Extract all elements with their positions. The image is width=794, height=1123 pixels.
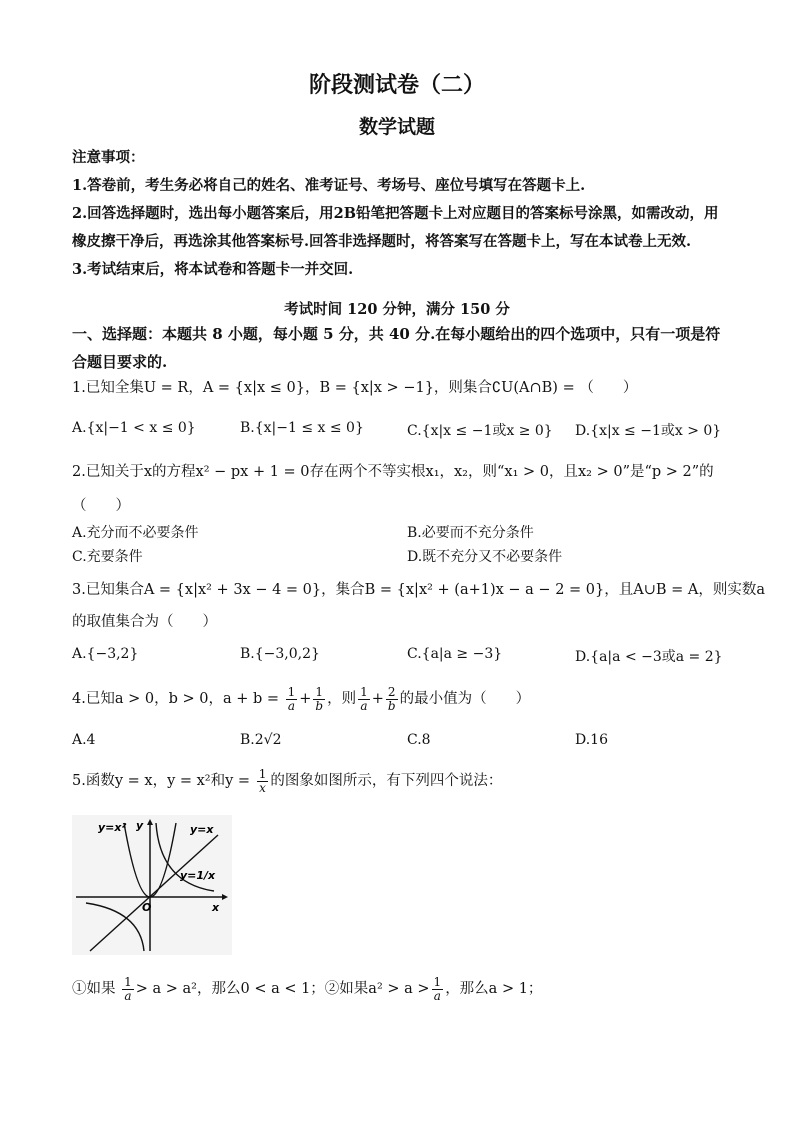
label-x-axis: x	[212, 901, 220, 914]
q2-option-a: A.充分而不必要条件	[72, 525, 199, 541]
q4-option-d: D.16	[575, 732, 608, 748]
q4-option-c: C.8	[407, 732, 431, 748]
fraction-1-over-a-2: $\frac{1}{a}$	[360, 684, 368, 713]
fraction-1-over-a-q5b: $\frac{1}{a}$	[433, 974, 442, 1003]
graph-background	[72, 815, 232, 955]
notice-heading: 注意事项：	[72, 149, 145, 166]
fraction-1-over-b: $\frac{1}{b}$	[315, 684, 324, 713]
question-5-stem	[72, 764, 502, 798]
label-y-axis: y	[136, 819, 144, 832]
q1-option-b: B.{x|−1 ≤ x ≤ 0}	[240, 420, 364, 436]
q4-suffix: 的最小值为（ ）	[399, 691, 531, 707]
q3-option-a: A.{−3,2}	[72, 646, 139, 662]
q2-option-c: C.充要条件	[72, 549, 143, 565]
notice-item-3: 3.考试结束后，将本试卷和答题卡一并交回.	[72, 261, 354, 278]
question-5-statements	[72, 972, 542, 1006]
label-y-equals-x-squared: y=x²	[98, 821, 127, 834]
notice-item-1: 1.答卷前，考生务必将自己的姓名、准考证号、考场号、座位号填写在答题卡上.	[72, 177, 586, 194]
q3-option-d: D.{a|a < −3或a = 2}	[575, 649, 723, 665]
q2-option-b: B.必要而不充分条件	[407, 525, 534, 541]
fraction-2-over-b: $\frac{2}{b}$	[387, 684, 396, 713]
label-origin: O	[142, 901, 152, 914]
question-2-stem: 2.已知关于x的方程x² − px + 1 = 0存在两个不等实根x₁，x₂，则“x₁ > 0，且x₂ > 0”是“p > 2”的	[72, 464, 714, 480]
page-subtitle: 数学试题	[358, 116, 435, 138]
notice-item-2: 2.回答选择题时，选出每小题答案后，用2B铅笔把答题卡上对应题目的答案标号涂黑，如需改动，用橡皮擦干净后，再选涂其他答案标号.回答非选择题时，将答案写在答题卡上，写在本试卷上无效.	[72, 205, 719, 250]
exam-time: 考试时间 120 分钟，满分 150 分	[284, 301, 510, 318]
q1-option-c: C.{x|x ≤ −1或x ≥ 0}	[407, 423, 553, 439]
section-heading: 一、选择题：本题共 8 小题，每小题 5 分，共 40 分.在每小题给出的四个选项中，只有一项是符合题目要求的.	[72, 325, 721, 371]
label-y-equals-1-over-x: y=1/x	[180, 869, 216, 882]
q3-option-b: B.{−3,0,2}	[240, 646, 320, 662]
q4-option-b: B.2√2	[240, 732, 282, 748]
label-y-equals-x: y=x	[190, 823, 214, 836]
q5-statement-part-2: > a > a²，那么0 < a < 1；②如果a² > a >	[135, 981, 430, 997]
page-title: 阶段测试卷（二）	[308, 72, 485, 98]
q1-option-a: A.{x|−1 < x ≤ 0}	[72, 420, 196, 436]
q5-prefix: 5.函数y = x，y = x²和y =	[72, 773, 251, 789]
question-3-stem: 3.已知集合A = {x|x² + 3x − 4 = 0}，集合B = {x|x² + (a+1)x − a − 2 = 0}，且A∪B = A，则实数a	[72, 582, 765, 598]
notice-block	[72, 144, 732, 284]
q5-statement-part-1: ①如果	[72, 981, 116, 997]
question-3-stem-cont: 的取值集合为（ ）	[72, 614, 217, 630]
function-graph	[72, 815, 232, 955]
q3-option-c: C.{a|a ≥ −3}	[407, 646, 503, 662]
fraction-1-over-a: $\frac{1}{a}$	[287, 684, 296, 713]
question-1-stem: 1.已知全集U = R，A = {x|x ≤ 0}，B = {x|x > −1}，则集合∁U(A∩B) = （ ）	[72, 380, 638, 396]
fraction-1-over-x: $\frac{1}{x}$	[258, 766, 267, 795]
question-4-stem: 4.已知a > 0，b > 0，a + b = $\frac{1}{a}$ + $\frac{1}{b}$ ，则 $\frac{1}{a}$ + $\frac{2}{b}$ 的最小值为（ ）	[72, 684, 531, 713]
question-2-paren: （ ）	[72, 498, 130, 514]
q4-option-a: A.4	[72, 732, 96, 748]
q4-mid: ，则	[327, 691, 357, 707]
fraction-1-over-a-q5: $\frac{1}{a}$	[124, 974, 132, 1003]
q4-prefix: 4.已知a > 0，b > 0，a + b =	[72, 691, 279, 707]
q5-suffix: 的图象如图所示，有下列四个说法：	[270, 773, 503, 789]
q5-statement-part-3: ，那么a > 1；	[445, 981, 543, 997]
q1-option-d: D.{x|x ≤ −1或x > 0}	[575, 423, 722, 439]
q2-option-d: D.既不充分又不必要条件	[407, 549, 563, 565]
